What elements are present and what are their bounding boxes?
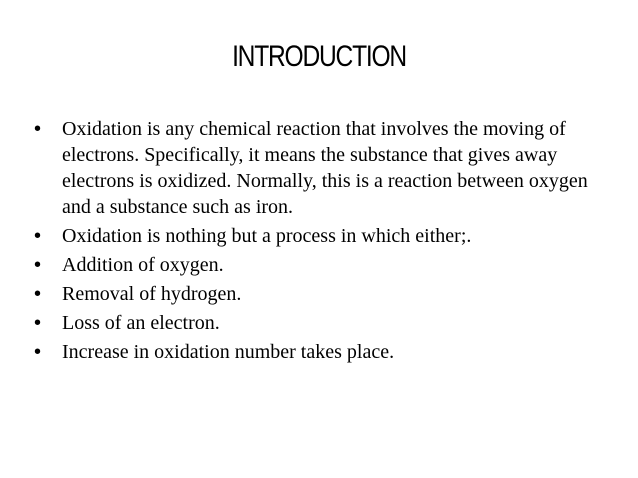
bullet-item [34, 339, 594, 365]
bullet-item [34, 252, 594, 278]
bullet-icon: • [34, 341, 42, 363]
bullet-text: Removal of hydrogen. [62, 283, 242, 305]
bullet-text: Oxidation is nothing but a process in which either;. [62, 225, 472, 247]
bullet-text: Oxidation is any chemical reaction that involves the moving of electrons. Specifically, it means the substance that gives away electrons is oxidized. Normally, this is a reaction between oxygen and a substance such as iron. [62, 118, 588, 218]
bullet-text: Loss of an electron. [62, 312, 220, 334]
bullet-text: Increase in oxidation number takes place. [62, 341, 395, 363]
bullet-icon: • [34, 225, 42, 247]
bullet-item [34, 281, 594, 307]
bullet-text: Addition of oxygen. [62, 254, 224, 276]
bullet-list [34, 116, 594, 368]
slide-title: INTRODUCTION [232, 40, 406, 73]
bullet-icon: • [34, 283, 42, 305]
bullet-icon: • [34, 118, 42, 140]
bullet-item [34, 116, 594, 220]
bullet-item [34, 223, 594, 249]
bullet-icon: • [34, 254, 42, 276]
bullet-icon: • [34, 312, 42, 334]
bullet-item [34, 310, 594, 336]
